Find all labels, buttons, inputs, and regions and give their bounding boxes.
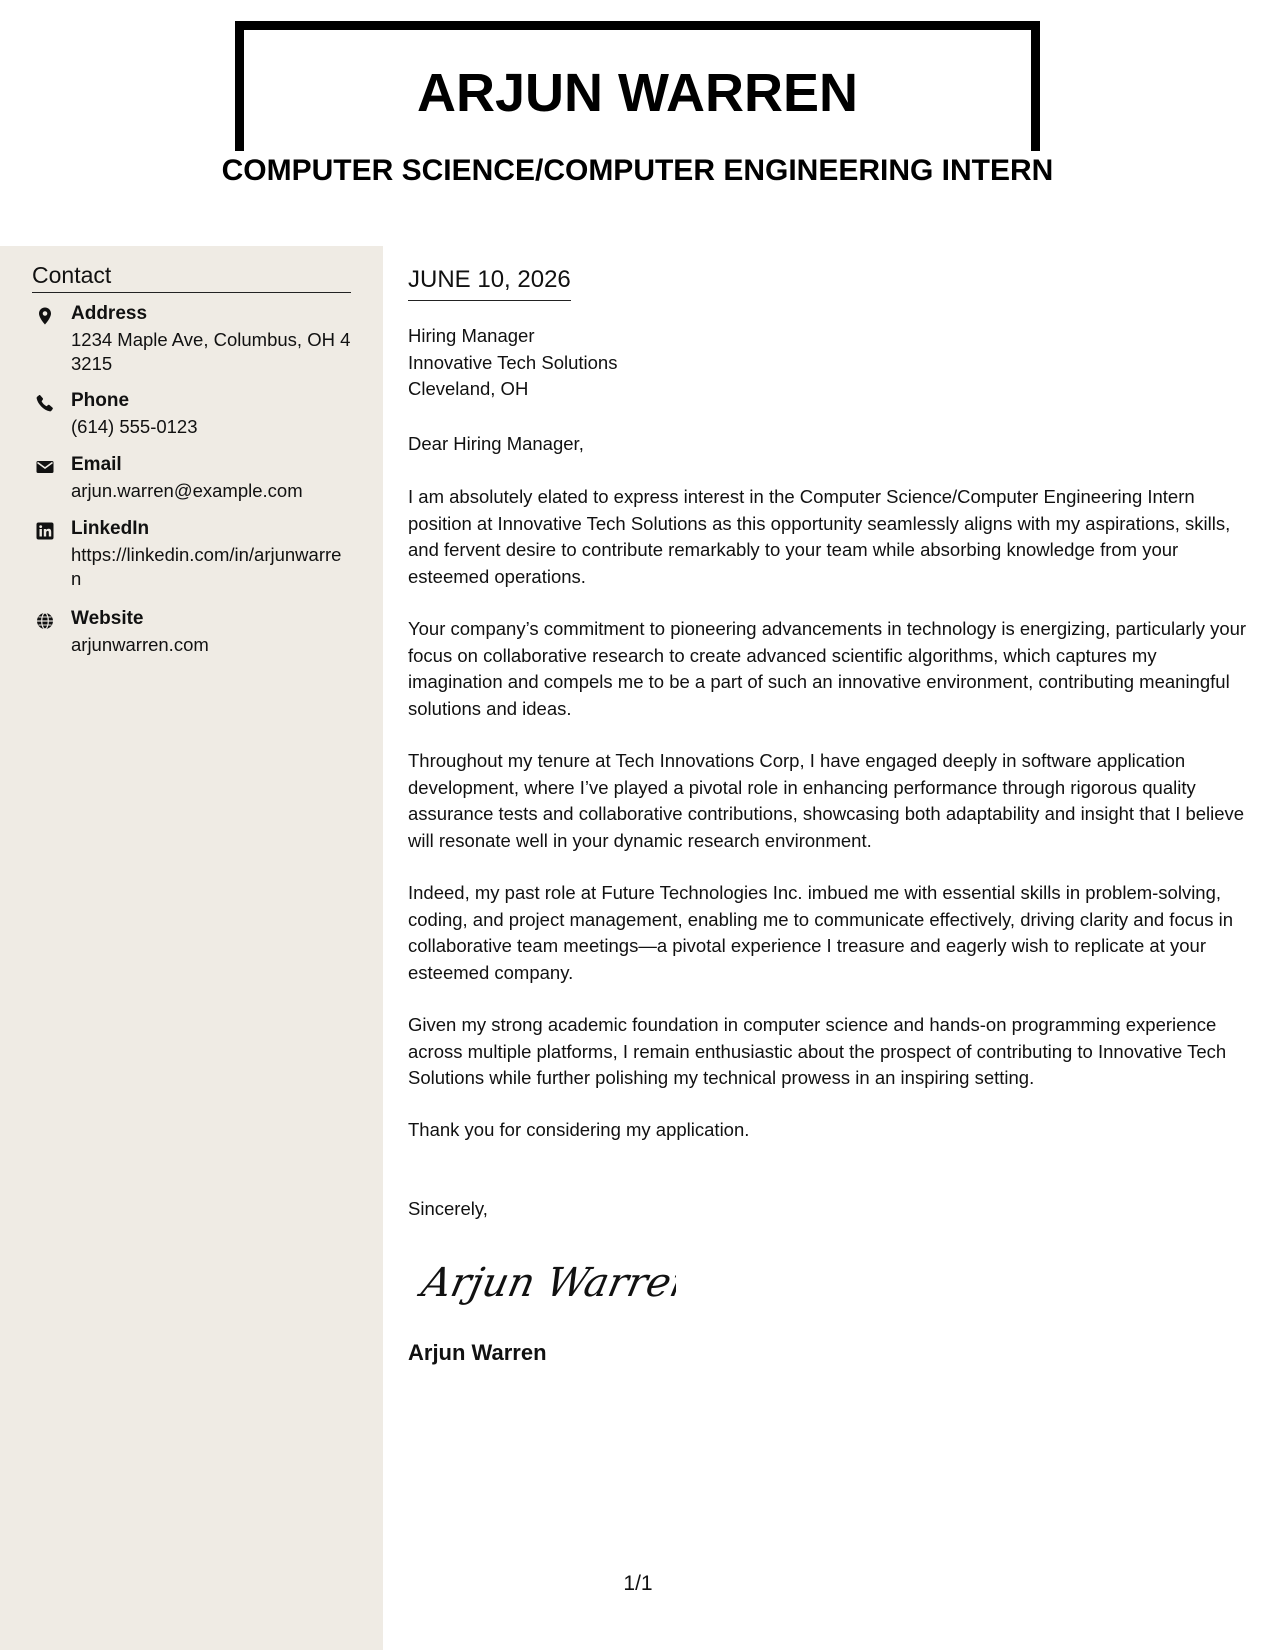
address-value: 1234 Maple Ave, Columbus, OH 43215: [71, 329, 351, 374]
job-title: COMPUTER SCIENCE/COMPUTER ENGINEERING INTERN: [221, 154, 1054, 187]
recipient-block: [408, 323, 617, 403]
address-label: Address: [71, 303, 148, 324]
page-indicator: 1/1: [623, 1572, 653, 1595]
contact-heading: Contact: [32, 262, 351, 293]
applicant-name: ARJUN WARREN: [416, 63, 859, 123]
location-pin-icon: [36, 307, 54, 325]
email-label: Email: [71, 454, 122, 475]
body-paragraph: Throughout my tenure at Tech Innovations Corp, I have engaged deeply in software application development, where I’ve played a pivotal role in enhancing performance through rigorous quality assurance tests and collaborative contributions, showcasing both adaptability and insight that I believe will resonate well in your dynamic research environment.: [408, 750, 1245, 851]
body-paragraph: Indeed, my past role at Future Technologies Inc. imbued me with essential skills in problem-solving, coding, and project management, enabling me to communicate effectively, driving clarity and focus in collaborative team meetings—a pivotal experience I treasure and eagerly wish to replicate at your esteemed company.: [408, 882, 1234, 983]
recipient-line: Cleveland, OH: [408, 378, 529, 399]
linkedin-label: LinkedIn: [71, 518, 150, 539]
envelope-icon: [36, 458, 54, 476]
linkedin-value[interactable]: https://linkedin.com/in/arjunwarren: [71, 544, 342, 589]
letter-date: JUNE 10, 2026: [408, 266, 571, 301]
recipient-line: Hiring Manager: [408, 325, 535, 346]
signed-name: Arjun Warren: [408, 1340, 547, 1365]
salutation: Dear Hiring Manager,: [408, 433, 584, 454]
body-paragraph: I am absolutely elated to express interest in the Computer Science/Computer Engineering Intern position at Innovative Tech Solutions as this opportunity seamlessly aligns with my aspirations, skills, and fervent desire to contribute remarkably to your team while absorbing knowledge from your esteemed operations.: [408, 486, 1231, 587]
phone-icon: [36, 394, 54, 412]
linkedin-icon: [36, 522, 54, 540]
email-value: arjun.warren@example.com: [71, 480, 303, 501]
body-paragraph: Given my strong academic foundation in computer science and hands-on programming experience across multiple platforms, I remain enthusiastic about the prospect of contributing to Innovative Tech Solutions while further polishing my technical prowess in an inspiring setting.: [408, 1014, 1227, 1088]
signature-script: Arjun Warren: [417, 1258, 676, 1306]
phone-value: (614) 555-0123: [71, 416, 198, 437]
recipient-line: Innovative Tech Solutions: [408, 351, 618, 373]
body-paragraph: Thank you for considering my application.: [408, 1119, 750, 1140]
contact-sidebar: [0, 246, 383, 1650]
body-paragraph: Your company’s commitment to pioneering advancements in technology is energizing, particularly your focus on collaborative research to create advanced scientific algorithms, which captures my imagination and compels me to be a part of such an innovative environment, contributing meaningful solutions and ideas.: [408, 618, 1247, 719]
globe-icon: [36, 612, 54, 630]
handwritten-signature: [416, 1248, 676, 1323]
website-label: Website: [71, 608, 144, 629]
phone-label: Phone: [71, 390, 130, 411]
closing: Sincerely,: [408, 1198, 488, 1219]
website-value[interactable]: arjunwarren.com: [71, 634, 209, 655]
